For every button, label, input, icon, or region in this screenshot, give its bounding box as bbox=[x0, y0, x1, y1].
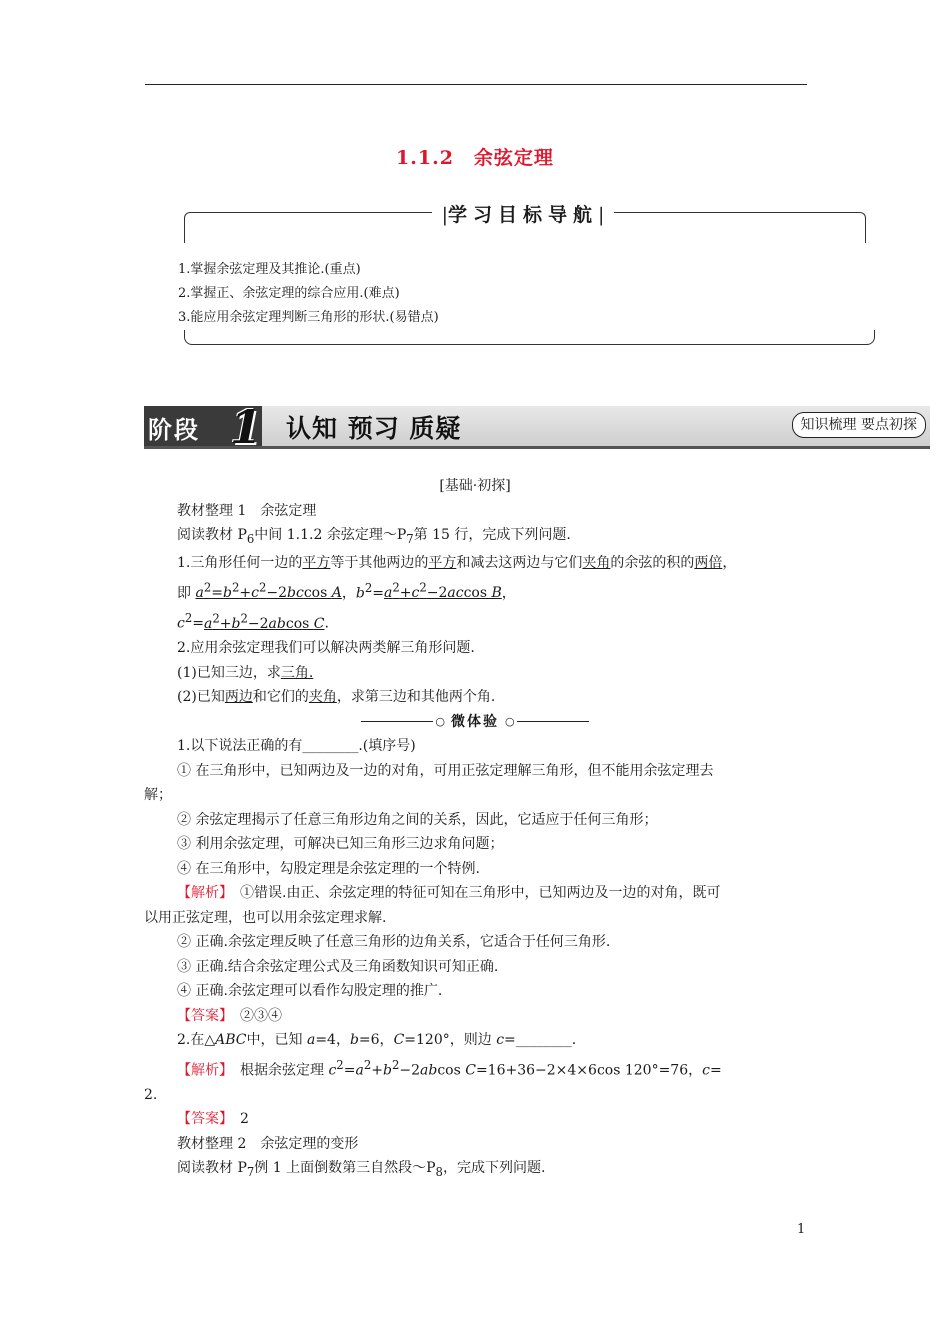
stage-label: 阶段 bbox=[148, 416, 200, 444]
goal-item: 1.掌握余弦定理及其推论.(重点) bbox=[178, 262, 361, 277]
material1-reading: 阅读教材 $P_6$中间 1.1.2 余弦定理$\sim P_7$第 15 行，完成下列问题. bbox=[177, 527, 571, 546]
circle-icon: ○ bbox=[505, 714, 515, 728]
page-title: 1.1.2 余弦定理 bbox=[396, 147, 554, 169]
material2-title: 教材整理 2 余弦定理的变形 bbox=[177, 1135, 359, 1152]
stage-tag: 知识梳理 要点初探 bbox=[792, 412, 926, 438]
q1-analysis-2: ② 正确.余弦定理反映了任意三角形的边角关系，它适合于任何三角形. bbox=[177, 934, 611, 951]
answer-label: 【答案】 bbox=[177, 1007, 226, 1024]
stage-title: 认知 预习 质疑 bbox=[286, 414, 462, 443]
formula-line-1: 即 $a^2=b^2+c^2-2bccos$ A，$b^2=a^2+c^2-2accos$ B， bbox=[177, 580, 516, 602]
material2-reading: 阅读教材 $P_7$例 1 上面倒数第三自然段$\sim P_8$，完成下列问题. bbox=[177, 1160, 546, 1180]
goal-item: 3.能应用余弦定理判断三角形的形状.(易错点) bbox=[178, 310, 439, 325]
analysis-label: 【解析】 bbox=[177, 885, 226, 902]
section-label: [基础·初探] bbox=[439, 478, 511, 494]
analysis-label: 【解析】 bbox=[177, 1062, 226, 1079]
q1-option-4: ④ 在三角形中，勾股定理是余弦定理的一个特例. bbox=[177, 860, 480, 877]
main-content bbox=[144, 474, 806, 1185]
micro-title: 微体验 bbox=[451, 713, 499, 730]
circle-icon: ○ bbox=[435, 714, 445, 728]
stage-number: 1 bbox=[230, 400, 263, 454]
goal-item: 2.掌握正、余弦定理的综合应用.(难点) bbox=[178, 286, 400, 301]
material1-point2: 2.应用余弦定理我们可以解决两类解三角形问题. bbox=[177, 640, 475, 657]
header-rule bbox=[145, 84, 807, 85]
page-number: 1 bbox=[797, 1222, 806, 1237]
q1-analysis-3: ③ 正确.结合余弦定理公式及三角函数知识可知正确. bbox=[177, 958, 499, 975]
material1-title: 教材整理 1 余弦定理 bbox=[177, 502, 317, 519]
q1-analysis-4: ④ 正确.余弦定理可以看作勾股定理的推广. bbox=[177, 983, 443, 1000]
case-2: (2)已知两边和它们的夹角，求第三边和其他两个角. bbox=[177, 689, 496, 706]
goals-heading-text: 学习目标导航 bbox=[447, 204, 598, 226]
q1-analysis: 【解析】 ①错误.由正、余弦定理的特征可知在三角形中，已知两边及一边的对角，既可 bbox=[177, 885, 721, 902]
case-1: (1)已知三边，求三角. bbox=[177, 664, 314, 681]
q2-answer: 【答案】 2 bbox=[177, 1111, 249, 1128]
divider-right bbox=[517, 721, 589, 722]
q2-analysis-cont: 2. bbox=[144, 1086, 158, 1103]
q1-analysis-cont: 以用正弦定理，也可以用余弦定理求解. bbox=[144, 909, 387, 926]
q1-option-1-cont: 解； bbox=[144, 787, 172, 804]
micro-heading bbox=[144, 710, 806, 735]
q2-stem: 2.在△ABC中，已知 a=4，b=6，C=120°，则边 c=________. bbox=[177, 1032, 577, 1049]
goals-list bbox=[178, 258, 439, 330]
answer-label: 【答案】 bbox=[177, 1111, 226, 1128]
formula-line-2: $c^2=a^2+b^2-2abcos$ C. bbox=[177, 610, 329, 632]
q1-option-2: ② 余弦定理揭示了任意三角形边角之间的关系，因此，它适应于任何三角形； bbox=[177, 811, 658, 828]
q1-stem: 1.以下说法正确的有________.(填序号) bbox=[177, 738, 416, 755]
goals-box-bottom bbox=[184, 330, 875, 345]
stage-banner bbox=[144, 400, 930, 454]
goals-heading: |学习目标导航| bbox=[432, 200, 614, 226]
q2-analysis: 【解析】 根据余弦定理 $c^2=a^2+b^2-2abcos$ C=16+36−2×4×6cos 120°=76，c= bbox=[177, 1057, 722, 1079]
q1-option-3: ③ 利用余弦定理，可解决已知三角形三边求角问题； bbox=[177, 836, 504, 853]
divider-left bbox=[361, 721, 433, 722]
q1-option-1: ① 在三角形中，已知两边及一边的对角，可用正弦定理解三角形，但不能用余弦定理去 bbox=[177, 762, 714, 779]
q1-answer: 【答案】 ②③④ bbox=[177, 1007, 282, 1024]
material1-point1: 1.三角形任何一边的平方等于其他两边的平方和减去这两边与它们夹角的余弦的积的两倍， bbox=[177, 555, 737, 572]
